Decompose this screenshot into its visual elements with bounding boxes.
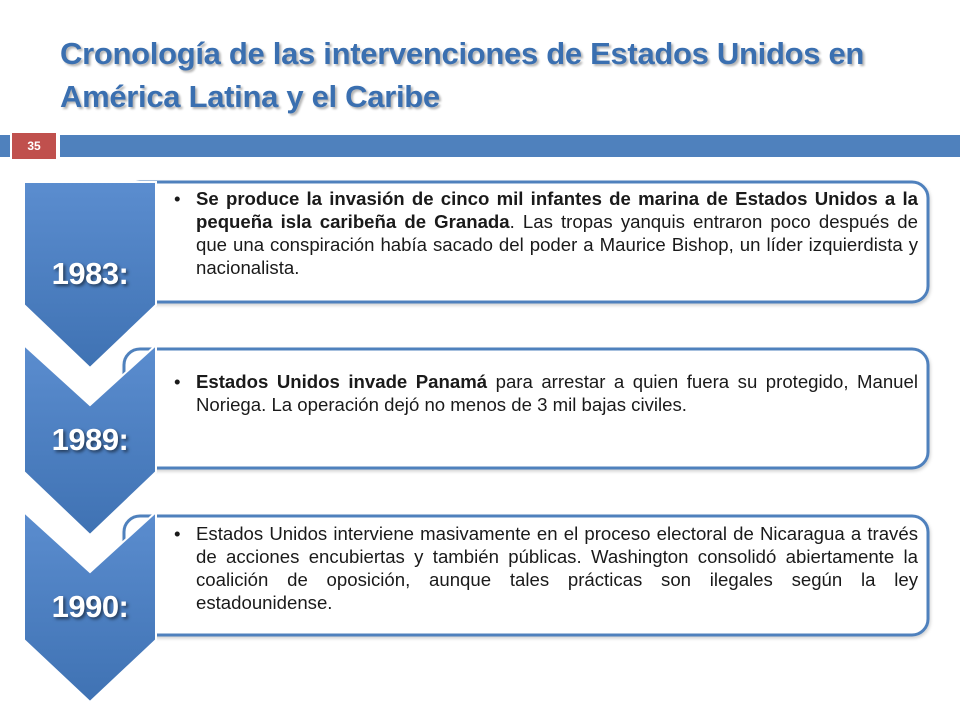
bullet-icon: • [174, 523, 181, 544]
bullet-icon: • [174, 188, 181, 209]
entry-rest-text: para arrestar a quien fuera su protegido, Manuel Noriega. La operación dejó no menos de 3 mil bajas civiles. [196, 371, 918, 415]
entry-bold-text: Estados Unidos invade Panamá [196, 371, 488, 392]
entry-bold-text: Se produce la invasión de cinco mil infantes de marina de Estados Unidos a la pequeña isla caribeña de Granada [196, 188, 918, 232]
entry-rest-text: . Las tropas yanquis entraron poco después de que una conspiración había sacado del poder a Maurice Bishop, un líder izquierdista y nacionalista. [196, 211, 918, 278]
timeline-entry-1989 [170, 370, 918, 416]
year-label-1983: 1983: [51, 256, 129, 291]
entry-bullet-item [170, 187, 918, 279]
timeline-entry-1983 [170, 187, 918, 279]
entry-bullet-item [170, 522, 918, 614]
timeline-entry-1990 [170, 522, 918, 614]
slide-number: 35 [12, 133, 56, 159]
entry-bullet-item [170, 370, 918, 416]
bullet-icon: • [174, 371, 181, 392]
year-label-1989: 1989: [51, 422, 129, 457]
year-label-1990: 1990: [51, 589, 129, 624]
entry-rest-text: Estados Unidos interviene masivamente en el proceso electoral de Nicaragua a través de acciones encubiertas y también públicas. Washington consolidó abiertamente la coalición de oposición, aunque tales prácticas son ilegales según la ley estadounidense. [196, 523, 918, 613]
slide-title: Cronología de las intervenciones de Estados Unidos en América Latina y el Caribe [60, 36, 865, 114]
